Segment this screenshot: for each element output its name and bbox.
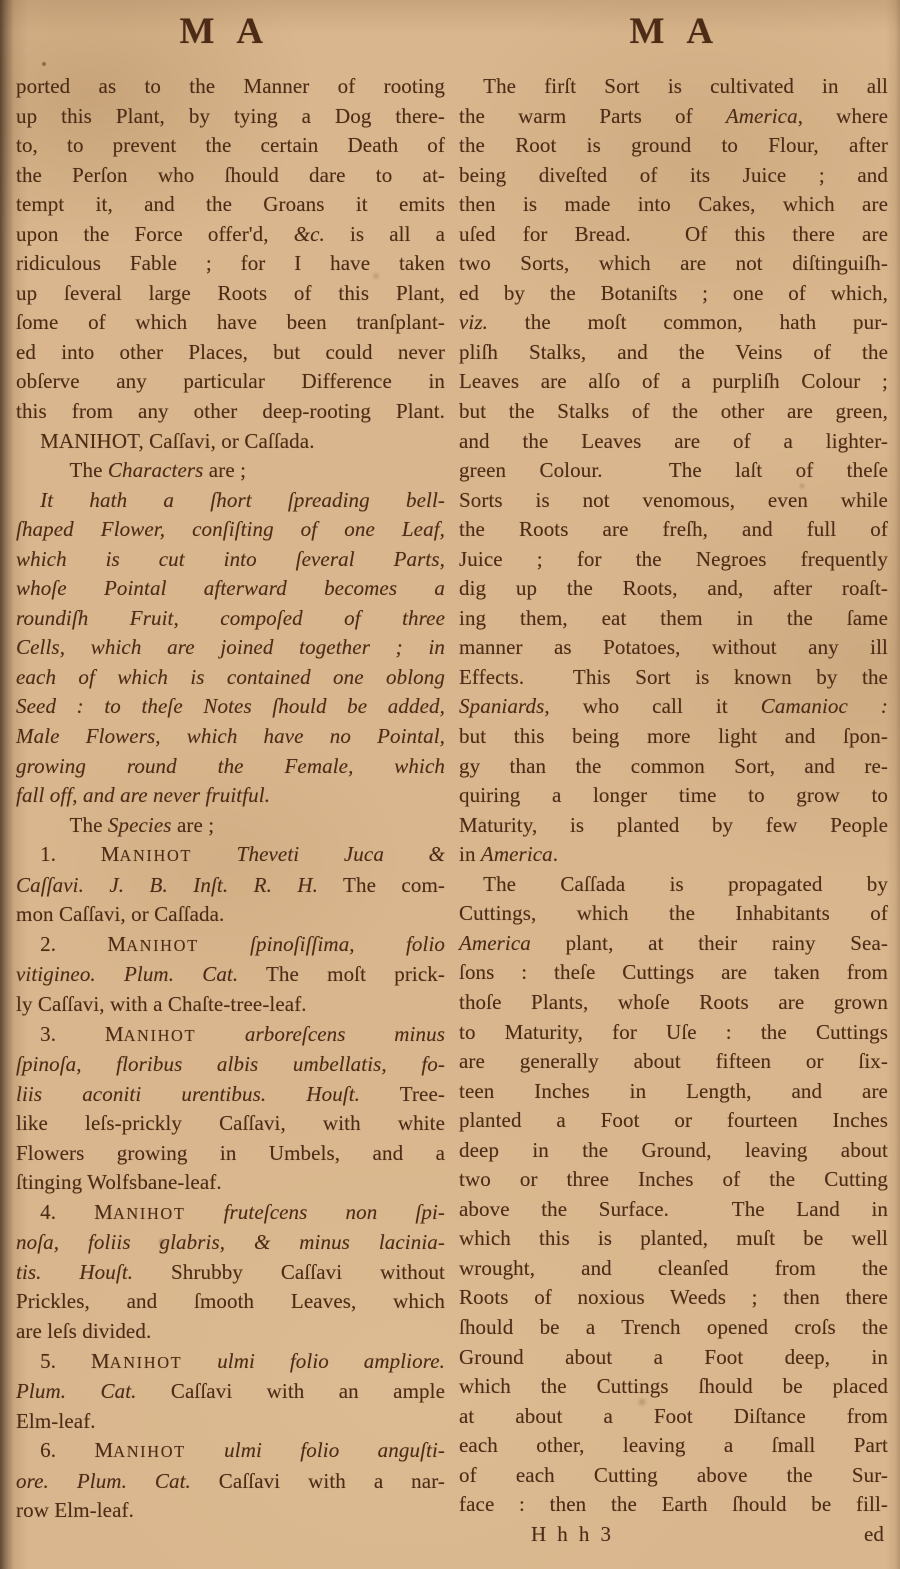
text-line: tempt it, and the Groans it emits	[16, 192, 445, 217]
text-line: 6. MANIHOT ulmi folio anguſti-	[40, 1438, 446, 1463]
text-line: obſerve any particular Difference in	[16, 369, 445, 394]
text-line: manner as Potatoes, without any ill	[459, 635, 888, 660]
text-line: like leſs-prickly Caſſavi, with white	[16, 1111, 445, 1136]
text-line: fall off, and are never fruitful.	[16, 783, 271, 808]
text-line: each of which is contained one oblong	[16, 664, 445, 689]
text-line: Spaniards, who call it Camanioc :	[459, 694, 888, 719]
text-line: Elm-leaf.	[16, 1408, 96, 1433]
text-line: ported as to the Manner of rooting	[16, 74, 445, 98]
text-line: ore. Plum. Cat. Caſſavi with a nar-	[16, 1468, 445, 1493]
text-line: ly Caſſavi, with a Chaſte-tree-leaf.	[16, 991, 307, 1016]
text-line: Juice ; for the Negroes frequently	[459, 546, 888, 571]
text-line: at about a Foot Diſtance from	[459, 1403, 888, 1428]
text-line: The firſt Sort is cultivated in all	[483, 74, 888, 98]
text-line: Prickles, and ſmooth Leaves, which	[16, 1289, 445, 1314]
text-line: up ſeveral large Roots of this Plant,	[16, 280, 445, 305]
text-line: viz. the moſt common, hath pur-	[459, 310, 888, 335]
text-line: 1. MANIHOT Theveti Juca &	[40, 842, 445, 867]
text-line: 5. MANIHOT ulmi folio ampliore.	[40, 1348, 446, 1373]
text-line: to, to prevent the certain Death of	[16, 133, 445, 158]
text-line: the Perſon who ſhould dare to at-	[16, 162, 445, 187]
text-line: this from any other deep-rooting Plant.	[16, 399, 445, 424]
text-line: the warm Parts of America, where	[459, 103, 888, 128]
catchword: ed	[863, 1521, 884, 1546]
text-line: Leaves are alſo of a purpliſh Colour ;	[459, 369, 888, 394]
text-line: 4. MANIHOT fruteſcens non ſpi-	[40, 1199, 446, 1224]
text-line: tis. Houſt. Shrubby Caſſavi without	[16, 1259, 445, 1284]
text-line: Effects. This Sort is known by the	[459, 664, 888, 689]
text-line: 2. MANIHOT ſpinoſiſſima, folio	[40, 931, 445, 956]
text-line: teen Inches in Length, and are	[459, 1078, 888, 1103]
text-line: Male Flowers, which have no Pointal,	[16, 724, 445, 749]
text-line: ſons : theſe Cuttings are taken from	[459, 960, 888, 985]
text-line: gy than the common Sort, and re-	[459, 753, 888, 778]
text-line: It hath a ſhort ſpreading bell-	[40, 487, 445, 512]
text-line: Flowers growing in Umbels, and a	[16, 1140, 445, 1165]
text-line: the Roots are freſh, and full of	[459, 517, 888, 542]
text-line: but this being more light and ſpon-	[459, 724, 888, 749]
text-line: MANIHOT, Caſſavi, or Caſſada.	[40, 428, 315, 453]
text-line: green Colour. The laſt of theſe	[459, 458, 888, 483]
text-line: Caſſavi. J. B. Inſt. R. H. The com-	[16, 872, 445, 897]
text-line: Cells, which are joined together ; in	[16, 635, 445, 660]
text-line: pliſh Stalks, and the Veins of the	[459, 339, 888, 364]
text-line: upon the Force offer'd, &c. is all a	[16, 221, 445, 246]
signature-mark: H h h 3	[531, 1521, 614, 1546]
text-line: ſome of which have been tranſplant-	[16, 310, 445, 335]
text-line: Seed : to theſe Notes ſhould be added,	[16, 694, 445, 719]
running-head-left: M A	[179, 11, 271, 52]
text-line: The Caſſada is propagated by	[483, 871, 888, 896]
text-line: 3. MANIHOT arboreſcens minus	[40, 1021, 445, 1046]
text-line: and the Leaves are of a lighter-	[459, 428, 888, 453]
left-column-text	[16, 72, 445, 1549]
text-line: above the Surface. The Land in	[459, 1196, 888, 1221]
text-line: dig up the Roots, and, after roaſt-	[459, 576, 888, 601]
text-line: in America.	[459, 842, 559, 867]
text-line: ſhould be a Trench opened croſs the	[459, 1314, 888, 1339]
ink-specks	[42, 62, 46, 66]
text-line: which this is planted, muſt be well	[459, 1226, 888, 1251]
text-line: America plant, at their rainy Sea-	[459, 930, 888, 955]
text-line: liis aconiti urentibus. Houſt. Tree-	[16, 1081, 445, 1106]
text-line: two or three Inches of the Cutting	[459, 1167, 888, 1192]
text-line: The Characters are ;	[69, 458, 247, 483]
text-line: thoſe Plants, whoſe Roots are grown	[459, 989, 888, 1014]
text-line: are generally about fifteen or ſix-	[459, 1049, 888, 1074]
text-line: which is cut into ſeveral Parts,	[16, 546, 445, 571]
text-line: whoſe Pointal afterward becomes a	[16, 576, 445, 601]
text-line: but the Stalks of the other are green,	[459, 399, 888, 424]
text-line: deep in the Ground, leaving about	[459, 1137, 888, 1162]
text-line: two Sorts, which are not diſtinguiſh-	[459, 251, 888, 276]
text-line: quiring a longer time to grow to	[459, 783, 888, 808]
text-line: ſtinging Wolfsbane-leaf.	[16, 1170, 222, 1195]
text-line: ed into other Places, but could never	[16, 339, 445, 364]
running-heads	[0, 0, 900, 68]
text-line: ſhaped Flower, conſiſting of one Leaf,	[16, 517, 445, 542]
text-line: ridiculous Fable ; for I have taken	[16, 251, 445, 276]
text-line: mon Caſſavi, or Caſſada.	[16, 902, 225, 927]
text-line: ing them, eat them in the ſame	[459, 605, 888, 630]
right-column-text	[459, 72, 888, 1549]
text-line: The Species are ;	[69, 812, 215, 837]
text-line: being diveſted of its Juice ; and	[459, 162, 888, 187]
text-line: Plum. Cat. Caſſavi with an ample	[16, 1379, 445, 1404]
text-line: growing round the Female, which	[16, 753, 445, 778]
text-line: roundiſh Fruit, compoſed of three	[16, 605, 445, 630]
text-line: then is made into Cakes, which are	[459, 192, 888, 217]
running-head-right: M A	[629, 11, 721, 52]
text-line: up this Plant, by tying a Dog there-	[16, 103, 445, 128]
text-line: each other, leaving a ſmall Part	[459, 1433, 888, 1458]
text-line: Ground about a Foot deep, in	[459, 1344, 888, 1369]
text-line: ſpinoſa, floribus albis umbellatis, fo-	[16, 1052, 445, 1077]
text-line: row Elm-leaf.	[16, 1498, 134, 1523]
text-line: Cuttings, which the Inhabitants of	[459, 901, 888, 926]
colophon-line	[459, 1520, 888, 1550]
text-line: face : then the Earth ſhould be fill-	[459, 1492, 888, 1517]
text-line: vitigineo. Plum. Cat. The moſt prick-	[16, 962, 445, 987]
text-line: the Root is ground to Flour, after	[459, 133, 888, 158]
text-line: are leſs divided.	[16, 1318, 152, 1343]
text-line: planted a Foot or fourteen Inches	[459, 1108, 888, 1133]
text-line: of each Cutting above the Sur-	[459, 1462, 888, 1487]
text-line: ed by the Botaniſts ; one of which,	[459, 280, 888, 305]
text-line: uſed for Bread. Of this there are	[459, 221, 888, 246]
text-line: Roots of noxious Weeds ; then there	[459, 1285, 888, 1310]
text-line: Maturity, is planted by few People	[459, 812, 888, 837]
text-line: to Maturity, for Uſe : the Cuttings	[459, 1019, 888, 1044]
text-line: noſa, foliis glabris, & minus lacinia-	[16, 1230, 445, 1255]
text-line: wrought, and cleanſed from the	[459, 1255, 888, 1280]
text-line: which the Cuttings ſhould be placed	[459, 1374, 888, 1399]
text-line: Sorts is not venomous, even while	[459, 487, 888, 512]
text-columns	[0, 68, 900, 1549]
